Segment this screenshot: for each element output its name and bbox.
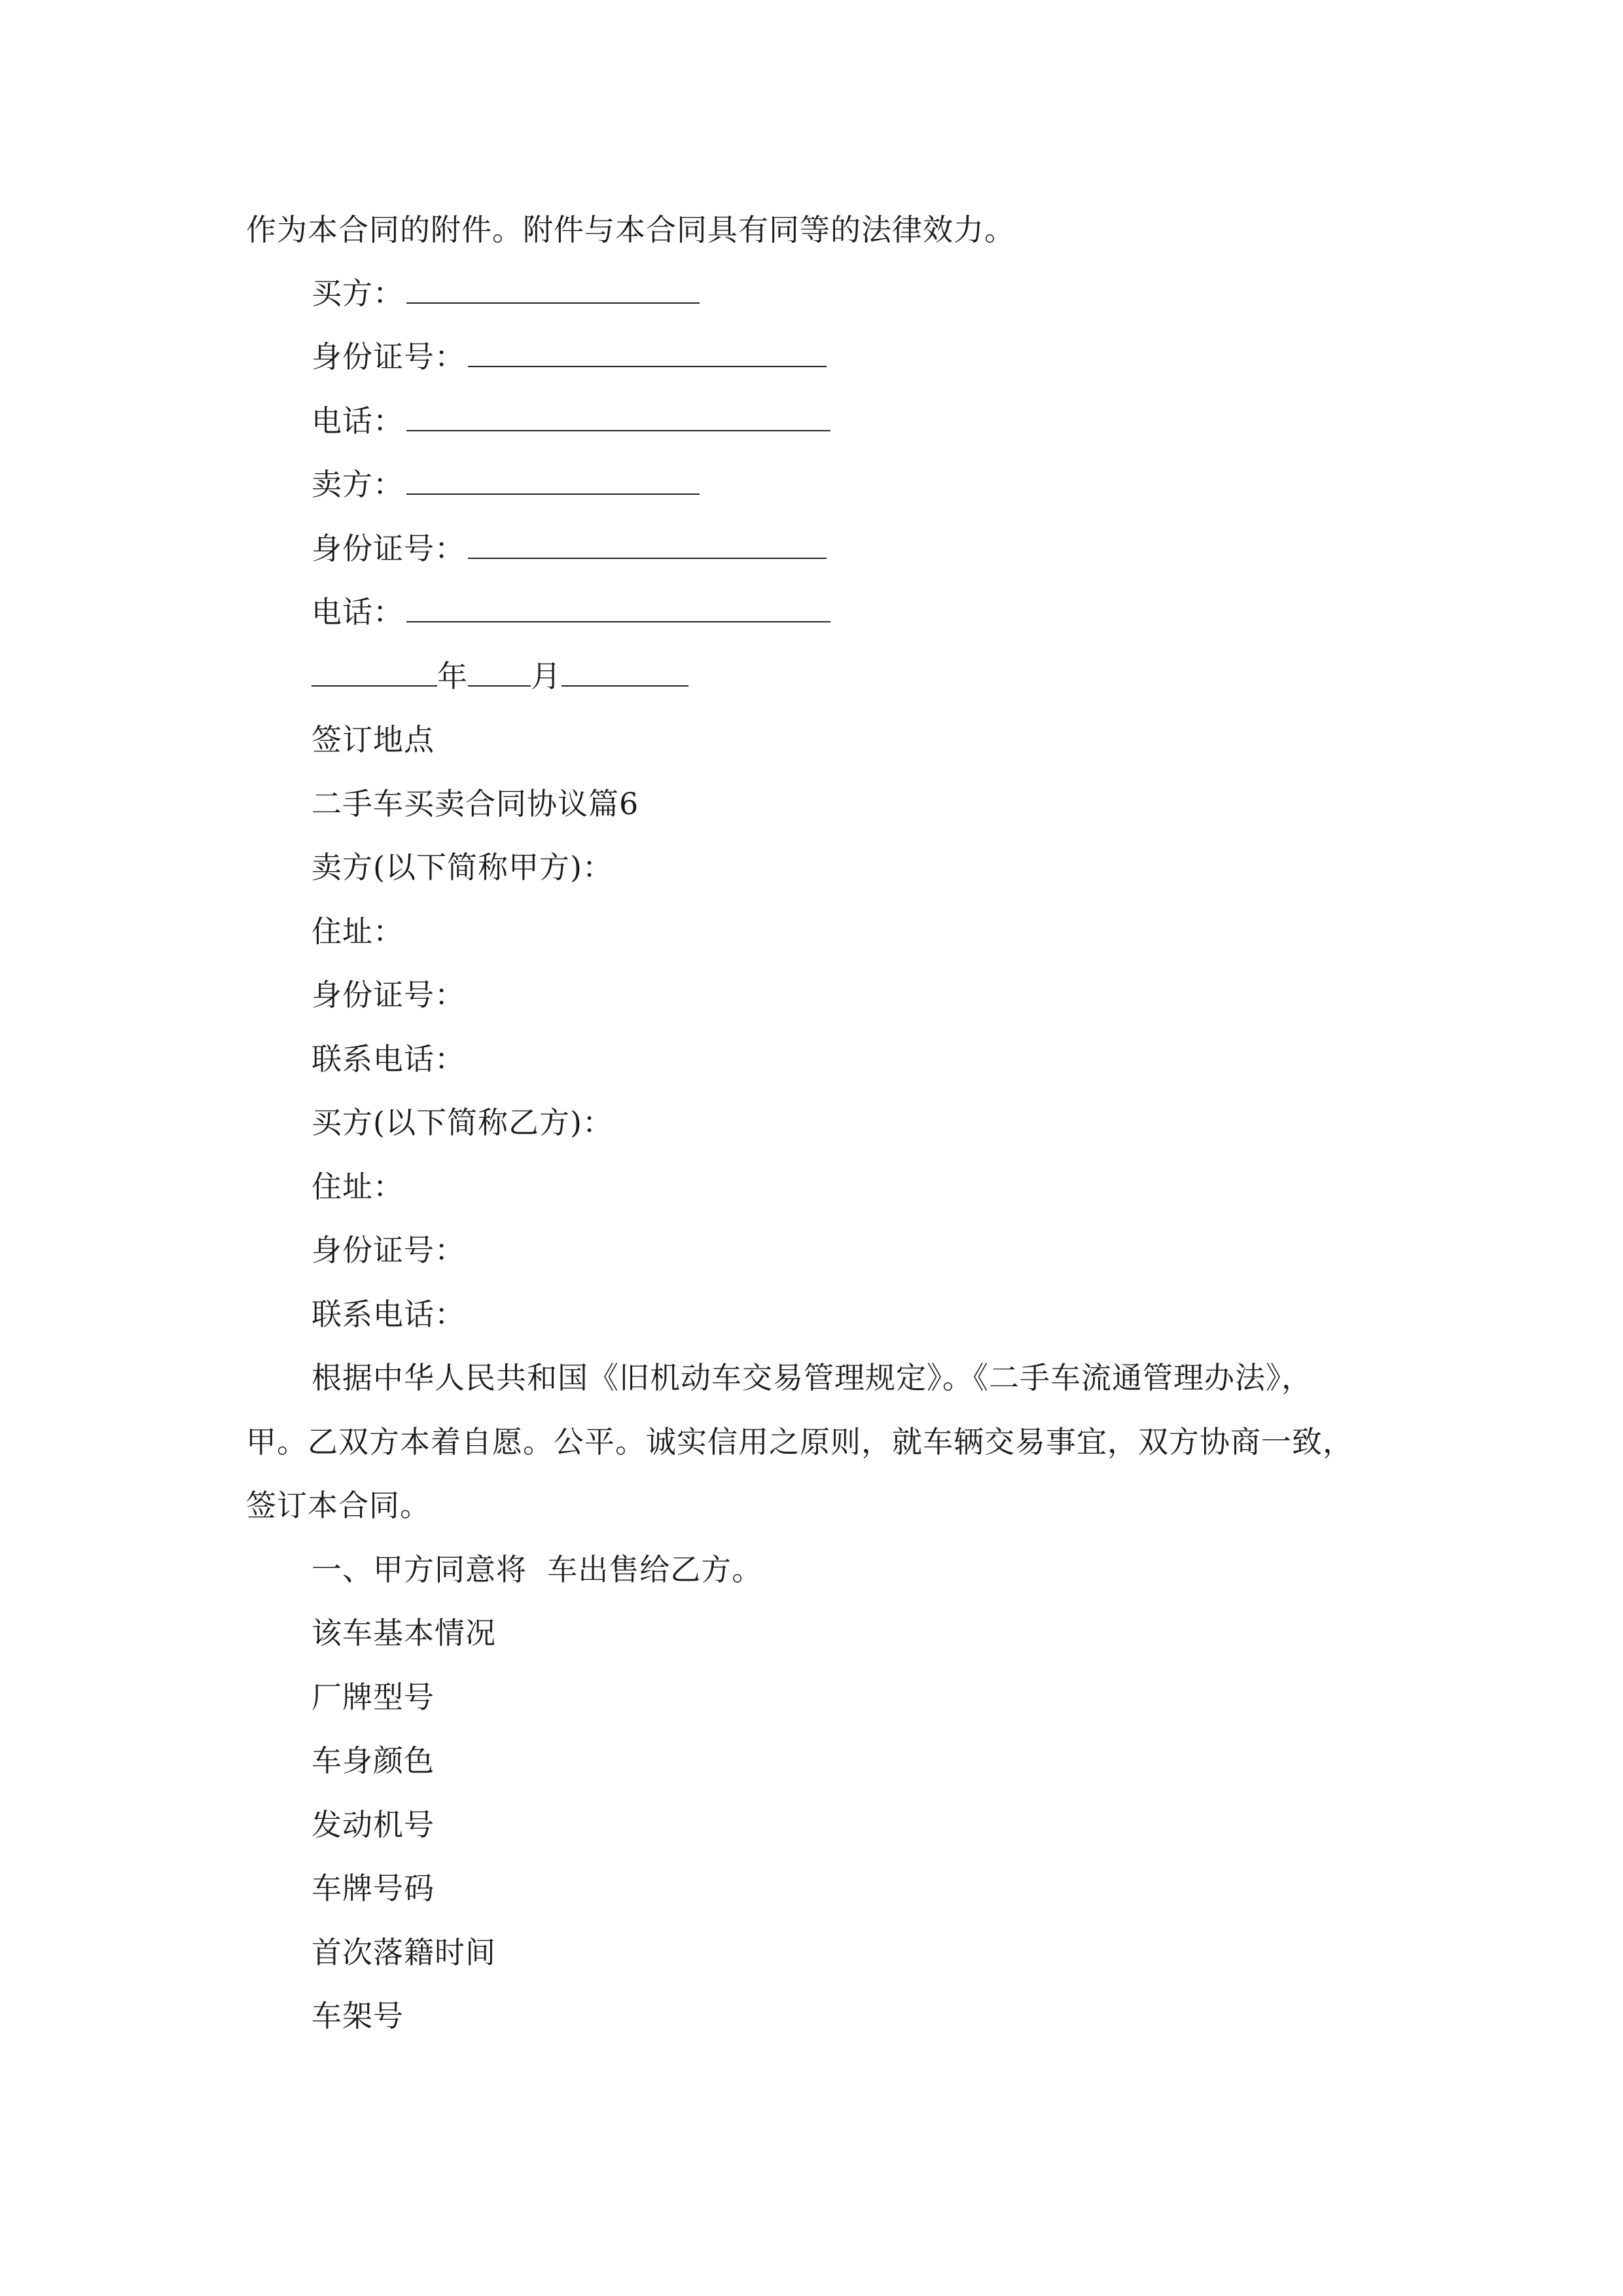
seller-label: 卖方： <box>312 467 404 502</box>
seller-phone-blank <box>406 595 830 622</box>
seller-phone-label: 电话： <box>312 594 404 630</box>
day-blank <box>562 659 688 687</box>
plate-number: 车牌号码 <box>312 1871 435 1906</box>
party-b-address: 住址： <box>312 1169 404 1204</box>
buyer-phone-line <box>312 401 830 440</box>
car-basic-info: 该车基本情况 <box>312 1615 496 1651</box>
seller-id-blank <box>468 531 827 559</box>
seller-phone-line <box>312 592 830 632</box>
body-color: 车身颜色 <box>312 1743 435 1778</box>
buyer-phone-label: 电话： <box>312 403 404 439</box>
buyer-phone-blank <box>406 404 830 431</box>
seller-id-label: 身份证号： <box>312 531 465 566</box>
party-b-buyer: 买方(以下简称乙方)： <box>312 1105 613 1140</box>
party-a-address: 住址： <box>312 914 404 949</box>
party-a-phone: 联系电话： <box>312 1041 465 1077</box>
party-b-phone: 联系电话： <box>312 1297 465 1332</box>
buyer-line <box>312 274 700 313</box>
date-line <box>312 656 688 696</box>
buyer-id-blank <box>468 340 827 367</box>
first-registration: 首次落籍时间 <box>312 1935 496 1970</box>
seller-line <box>312 465 700 504</box>
clause-one: 一、甲方同意将 车出售给乙方。 <box>312 1552 763 1587</box>
basis-para-2: 甲。乙双方本着自愿。公平。诚实信用之原则，就车辆交易事宜，双方协商一致， <box>246 1424 1353 1460</box>
sign-place: 签订地点 <box>312 722 435 757</box>
seller-blank <box>406 467 700 495</box>
frame-number: 车架号 <box>312 1998 404 2034</box>
party-a-seller: 卖方(以下简称甲方)： <box>312 850 613 885</box>
attachment-clause: 作为本合同的附件。附件与本合同具有同等的法律效力。 <box>246 212 1015 247</box>
section-title: 二手车买卖合同协议篇6 <box>312 786 639 821</box>
month-label: 月 <box>531 658 562 694</box>
year-blank <box>312 659 437 687</box>
buyer-blank <box>406 276 700 304</box>
brand-model: 厂牌型号 <box>312 1679 435 1715</box>
party-a-id: 身份证号： <box>312 977 465 1013</box>
party-b-id: 身份证号： <box>312 1232 465 1268</box>
engine-number: 发动机号 <box>312 1807 435 1842</box>
seller-id-line <box>312 529 827 568</box>
basis-para-3: 签订本合同。 <box>246 1488 431 1523</box>
buyer-id-line <box>312 337 827 376</box>
basis-para-1: 根据中华人民共和国《旧机动车交易管理规定》。《二手车流通管理办法》， <box>312 1360 1312 1395</box>
buyer-label: 买方： <box>312 276 404 311</box>
year-label: 年 <box>437 658 468 694</box>
month-blank <box>468 659 531 687</box>
buyer-id-label: 身份证号： <box>312 339 465 374</box>
